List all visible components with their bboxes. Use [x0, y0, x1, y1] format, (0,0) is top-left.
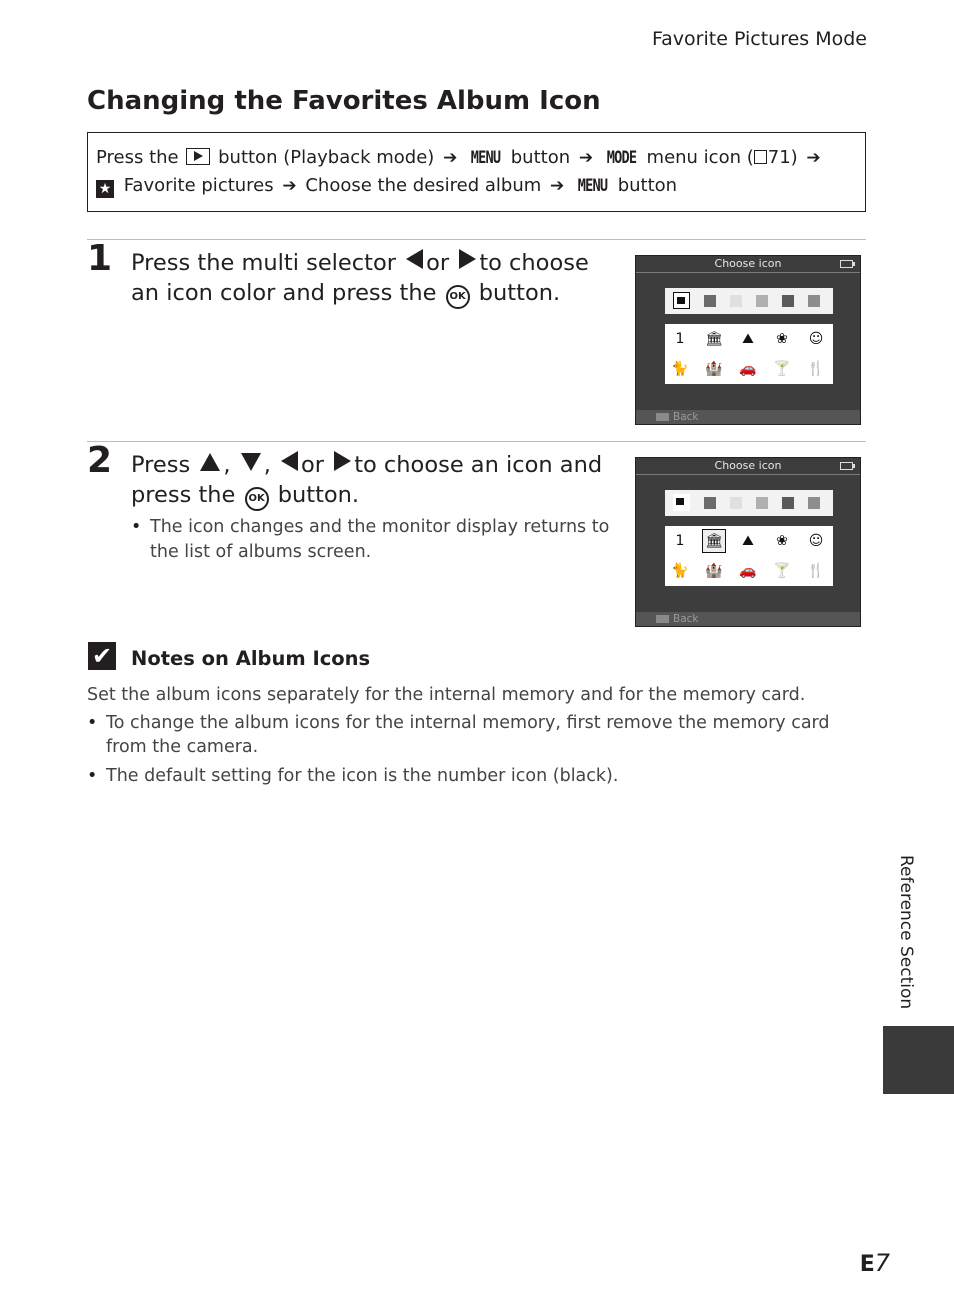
arrow-icon: ➔ — [806, 148, 821, 168]
color-swatch[interactable] — [704, 295, 716, 307]
notes-paragraph: Set the album icons separately for the internal memory and for the memory card. — [87, 685, 806, 705]
notes-body — [87, 683, 847, 788]
up-arrow-icon — [200, 453, 220, 471]
building-icon[interactable]: 🏛 — [705, 331, 723, 347]
number-icon[interactable]: 1 — [675, 533, 685, 549]
step-text-part: button. — [478, 280, 561, 306]
color-selector-row — [665, 288, 833, 314]
ok-button-icon: OK — [446, 285, 470, 309]
nav-ref-number: 71) — [767, 147, 798, 168]
screen-title: Choose icon — [714, 459, 782, 472]
notes-bullet: • To change the album icons for the internal memory, first remove the memory card from the camera. — [87, 711, 847, 759]
step-text-part: or — [301, 452, 325, 478]
right-arrow-icon — [459, 249, 476, 269]
right-arrow-icon — [334, 451, 351, 471]
menu-chip-icon — [656, 615, 669, 623]
color-selector-row — [665, 490, 833, 516]
arrow-icon: ➔ — [578, 148, 594, 168]
page-number-value: 7 — [874, 1249, 890, 1277]
color-swatch[interactable] — [782, 295, 794, 307]
cat-icon[interactable]: 🐈 — [671, 563, 689, 579]
menu-chip-icon — [656, 413, 669, 421]
nav-line-1 — [96, 144, 857, 172]
nav-text: menu icon ( — [646, 147, 754, 168]
page-number — [860, 1249, 890, 1277]
down-arrow-icon — [241, 453, 261, 471]
car-icon[interactable]: 🚗 — [739, 361, 757, 377]
nav-text: Favorite pictures — [123, 175, 274, 196]
cat-icon[interactable]: 🐈 — [671, 361, 689, 377]
notes-bullet: • The default setting for the icon is the number icon (black). — [87, 764, 847, 788]
left-arrow-icon — [281, 451, 298, 471]
arrow-icon: ➔ — [282, 176, 297, 196]
screen-title: Choose icon — [714, 257, 782, 270]
color-swatch[interactable] — [782, 497, 794, 509]
icon-grid — [665, 324, 833, 384]
page-title: Changing the Favorites Album Icon — [87, 86, 601, 116]
color-swatch[interactable] — [756, 497, 768, 509]
nav-text: button (Playback mode) — [218, 147, 435, 168]
dining-icon[interactable]: 🍴 — [807, 563, 825, 579]
color-swatch[interactable] — [808, 497, 820, 509]
divider — [87, 441, 866, 442]
comma: , — [223, 452, 231, 478]
face-icon[interactable]: ☺ — [808, 533, 824, 549]
car-icon[interactable]: 🚗 — [739, 563, 757, 579]
screen-bottom-bar — [636, 612, 860, 626]
color-swatch[interactable] — [704, 497, 716, 509]
dining-icon[interactable]: 🍴 — [807, 361, 825, 377]
checkmark-icon: ✔ — [88, 642, 116, 670]
back-label: Back — [673, 411, 699, 423]
landscape-icon[interactable]: ⛰ — [742, 331, 754, 347]
nav-text: Press the — [96, 147, 179, 168]
castle-icon[interactable]: 🏰 — [705, 361, 723, 377]
step-text-part: button. — [277, 482, 360, 508]
notes-title: Notes on Album Icons — [131, 647, 371, 670]
step-2-text — [131, 450, 611, 511]
color-swatch[interactable] — [730, 497, 742, 509]
battery-icon — [840, 462, 853, 470]
favorite-pictures-icon: ★ — [96, 180, 114, 198]
step-text-part: Press — [131, 452, 191, 478]
castle-icon[interactable]: 🏰 — [705, 563, 723, 579]
step-2-bullet: • The icon changes and the monitor display returns to the list of albums screen. — [131, 515, 620, 565]
left-arrow-icon — [406, 249, 423, 269]
flower-icon[interactable]: ❀ — [776, 331, 788, 347]
screen-bottom-bar — [636, 410, 860, 424]
color-swatch[interactable] — [808, 295, 820, 307]
running-header: Favorite Pictures Mode — [651, 28, 867, 50]
icon-grid — [665, 526, 833, 586]
nav-text: Choose the desired album — [305, 175, 542, 196]
navigation-path-box — [87, 132, 866, 212]
book-reference-icon — [754, 150, 767, 164]
menu-button-label: MENU — [470, 148, 501, 168]
step-text-part: Press the multi selector — [131, 250, 396, 276]
mode-icon-label: MODE — [606, 148, 637, 168]
step-text-part: to choose an icon and press the — [131, 452, 603, 508]
number-icon[interactable]: 1 — [675, 331, 685, 347]
building-icon-selected[interactable]: 🏛 — [703, 530, 725, 552]
nav-text: button — [617, 175, 678, 196]
back-label: Back — [673, 613, 699, 625]
section-side-label: Reference Section — [896, 855, 916, 1010]
comma: , — [263, 452, 271, 478]
cocktail-icon[interactable]: 🍸 — [773, 563, 791, 579]
color-swatch-selected[interactable] — [673, 292, 690, 309]
ok-button-icon: OK — [245, 487, 269, 511]
step-text-part: to choose an icon color and press the — [131, 250, 589, 306]
step-text-part: or — [426, 250, 450, 276]
camera-screen-choose-icon — [635, 457, 861, 627]
arrow-icon: ➔ — [443, 148, 458, 168]
landscape-icon[interactable]: ⛰ — [742, 533, 754, 549]
section-tab — [883, 1026, 954, 1094]
flower-icon[interactable]: ❀ — [776, 533, 788, 549]
cocktail-icon[interactable]: 🍸 — [773, 361, 791, 377]
menu-button-label: MENU — [577, 176, 608, 196]
step-number: 1 — [87, 238, 113, 279]
reference-section-icon: E — [859, 1252, 875, 1277]
nav-text: button — [510, 147, 571, 168]
battery-icon — [840, 260, 853, 268]
color-swatch[interactable] — [756, 295, 768, 307]
face-icon[interactable]: ☺ — [808, 331, 824, 347]
step-1-text — [131, 248, 611, 309]
camera-screen-choose-color — [635, 255, 861, 425]
divider — [87, 239, 866, 240]
nav-line-2 — [96, 172, 857, 200]
color-swatch[interactable] — [730, 295, 742, 307]
arrow-icon: ➔ — [550, 176, 565, 196]
playback-button-icon — [186, 148, 210, 165]
color-swatch-selected[interactable] — [673, 494, 690, 511]
step-number: 2 — [87, 440, 113, 481]
